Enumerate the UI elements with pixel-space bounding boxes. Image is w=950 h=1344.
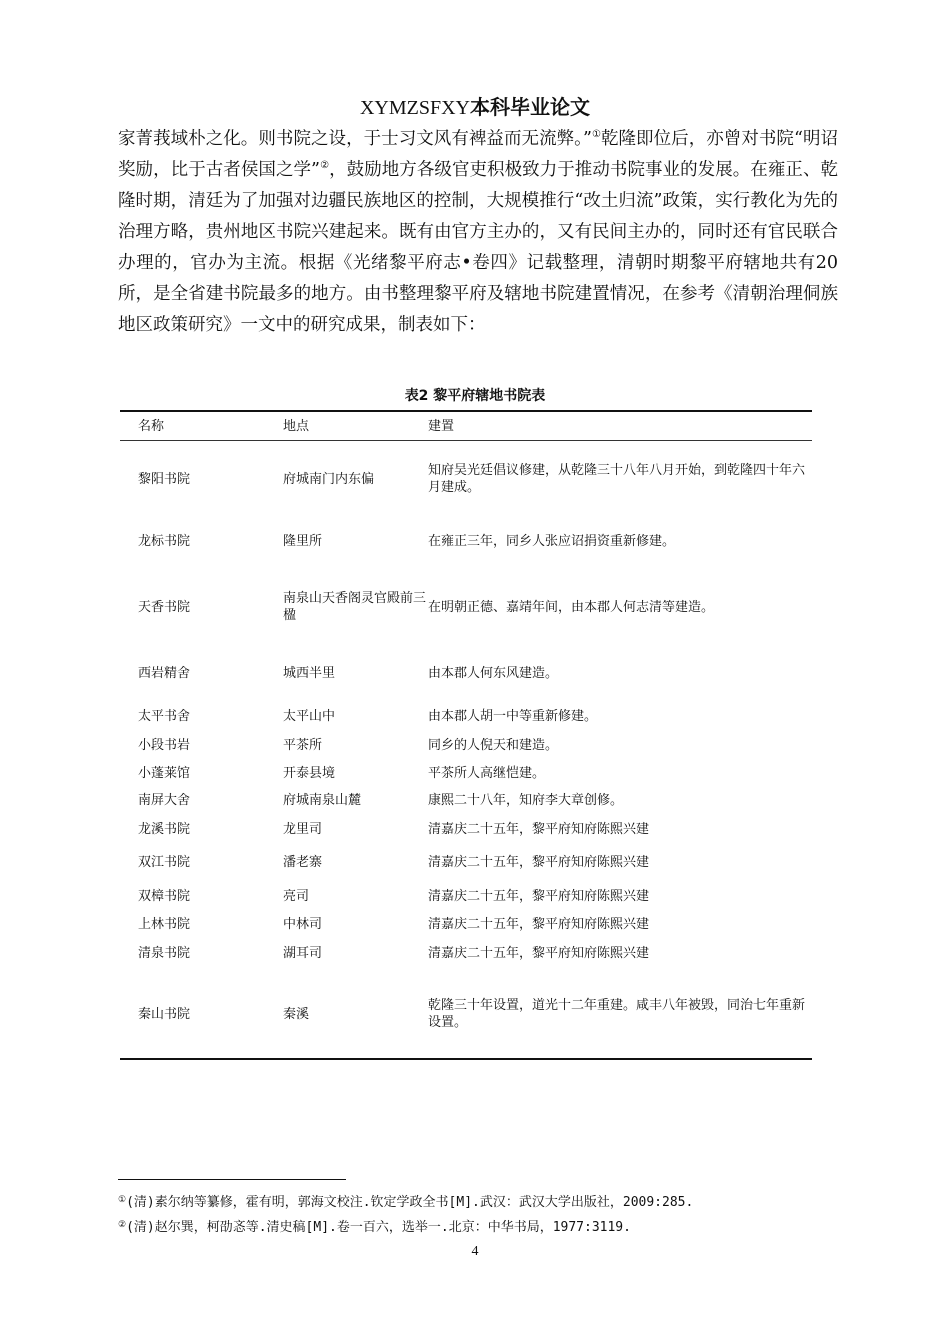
- table-caption: 表2 黎平府辖地书院表: [404, 388, 546, 404]
- cell-name: 小蓬莱馆: [138, 765, 191, 781]
- cell-location: 开泰县境: [283, 765, 336, 781]
- cell-location: 秦溪: [283, 1006, 310, 1022]
- table-row: [120, 845, 812, 879]
- page-number: 4: [471, 1244, 479, 1259]
- table-row: [120, 590, 812, 624]
- cell-name: 西岩精舍: [138, 665, 191, 681]
- cell-name: 龙标书院: [138, 533, 191, 549]
- footnote-mark: ①: [118, 1195, 127, 1205]
- footnotes: [118, 1189, 858, 1239]
- cell-location: 龙里司: [283, 821, 323, 837]
- column-header-establishment: 建置: [428, 419, 455, 434]
- cell-location: 亮司: [283, 888, 310, 904]
- cell-establishment: 在雍正三年，同乡人张应诏捐资重新修建。: [428, 533, 676, 549]
- cell-location: 隆里所: [283, 533, 323, 549]
- cell-location: 太平山中: [283, 708, 336, 724]
- table-bottom-rule: [120, 1058, 812, 1060]
- cell-establishment: 清嘉庆二十五年，黎平府知府陈熙兴建: [428, 854, 650, 870]
- cell-name: 上林书院: [138, 916, 191, 932]
- table-row: [120, 936, 812, 970]
- cell-location: 城西半里: [283, 665, 336, 681]
- header-code: XYMZSFXY: [359, 97, 471, 119]
- cell-name: 太平书舍: [138, 708, 191, 724]
- cell-location: 平茶所: [283, 737, 323, 753]
- column-header-name: 名称: [138, 419, 165, 434]
- cell-name: 双江书院: [138, 854, 191, 870]
- cell-name: 天香书院: [138, 599, 191, 615]
- cell-location: 府城南泉山麓: [283, 792, 362, 808]
- cell-establishment: 清嘉庆二十五年，黎平府知府陈熙兴建: [428, 821, 650, 837]
- cell-name: 双樟书院: [138, 888, 191, 904]
- column-header-location: 地点: [283, 419, 310, 434]
- table-row: [120, 656, 812, 690]
- cell-name: 黎阳书院: [138, 471, 191, 487]
- cell-location: 府城南门内东偏: [283, 471, 375, 487]
- cell-establishment: 由本郡人胡一中等重新修建。: [428, 708, 598, 724]
- cell-location: 潘老寨: [283, 854, 323, 870]
- cell-establishment: 由本郡人何东风建造。: [428, 665, 559, 681]
- cell-name: 龙溪书院: [138, 821, 191, 837]
- cell-location: 南泉山天香阁灵官殿前三楹: [283, 591, 427, 623]
- cell-establishment: 清嘉庆二十五年，黎平府知府陈熙兴建: [428, 916, 650, 932]
- cell-name: 小段书岩: [138, 737, 191, 753]
- paragraph-text-1: 家菁莪域朴之化。则书院之设，于士习文风有裨益而无流弊。”: [118, 129, 592, 149]
- cell-location: 湖耳司: [283, 945, 323, 961]
- table-row: [120, 812, 812, 846]
- cell-establishment: 清嘉庆二十五年，黎平府知府陈熙兴建: [428, 888, 650, 904]
- paragraph-text-2: 乾隆即位后，亦曾对书院“明诏奖励，比于古者侯国之学”: [118, 129, 838, 180]
- footnote-mark: ②: [118, 1220, 127, 1230]
- body-paragraph: [118, 124, 838, 341]
- cell-establishment: 乾隆三十年设置，道光十二年重建。咸丰八年被毁，同治七年重新设置。: [428, 998, 806, 1030]
- cell-establishment: 同乡的人倪天和建造。: [428, 737, 559, 753]
- footnote-ref-2[interactable]: ②: [320, 160, 330, 171]
- footnote-item: [118, 1189, 858, 1214]
- paragraph-text-3: ，鼓励地方各级官吏积极致力于推动书院事业的发展。在雍正、乾隆时期，清廷为了加强对边疆民族地区的控制，大规模推行“改土归流”政策，实行教化为先的治理方略，贵州地区书院兴建起来。既有由官方主办的，又有民间主办的，同时还有官民联合办理的，官办为主流。根据《光绪黎平府志•卷四》记载整理，清朝时期黎平府辖地共有20所，是全省建书院最多的地方。由书整理黎平府及辖地书院建置情况，在参考《清朝治理侗族地区政策研究》一文中的研究成果，制表如下：: [118, 160, 839, 335]
- cell-name: 清泉书院: [138, 945, 191, 961]
- cell-name: 南屏大舍: [138, 792, 191, 808]
- table-row: [120, 997, 812, 1031]
- cell-establishment: 清嘉庆二十五年，黎平府知府陈熙兴建: [428, 945, 650, 961]
- table-row: [120, 524, 812, 558]
- cell-name: 秦山书院: [138, 1006, 191, 1022]
- table-header-rule: [120, 440, 812, 441]
- table-top-rule: [120, 410, 812, 412]
- header-title: 本科毕业论文: [470, 95, 591, 119]
- running-header: [0, 95, 950, 120]
- footnote-ref-1[interactable]: ①: [591, 129, 601, 140]
- cell-establishment: 康熙二十八年，知府李大章创修。: [428, 792, 624, 808]
- cell-establishment: 在明朝正德、嘉靖年间，由本郡人何志清等建造。: [428, 599, 715, 615]
- cell-establishment: 知府吴光廷倡议修建，从乾隆三十八年八月开始，到乾隆四十年六月建成。: [428, 463, 806, 495]
- cell-location: 中林司: [283, 916, 323, 932]
- table-row: [120, 462, 812, 496]
- footnote-text: (清)素尔纳等纂修，霍有明，郭海文校注.钦定学政全书[M].武汉：武汉大学出版社，2009:285.: [126, 1195, 694, 1210]
- footnote-separator: [118, 1179, 346, 1180]
- footnote-text: (清)赵尔巽，柯劭忞等.清史稿[M].卷一百六，选举一.北京：中华书局，1977:3119.: [126, 1220, 631, 1235]
- footnote-item: [118, 1214, 858, 1239]
- cell-establishment: 平茶所人高继恺建。: [428, 765, 546, 781]
